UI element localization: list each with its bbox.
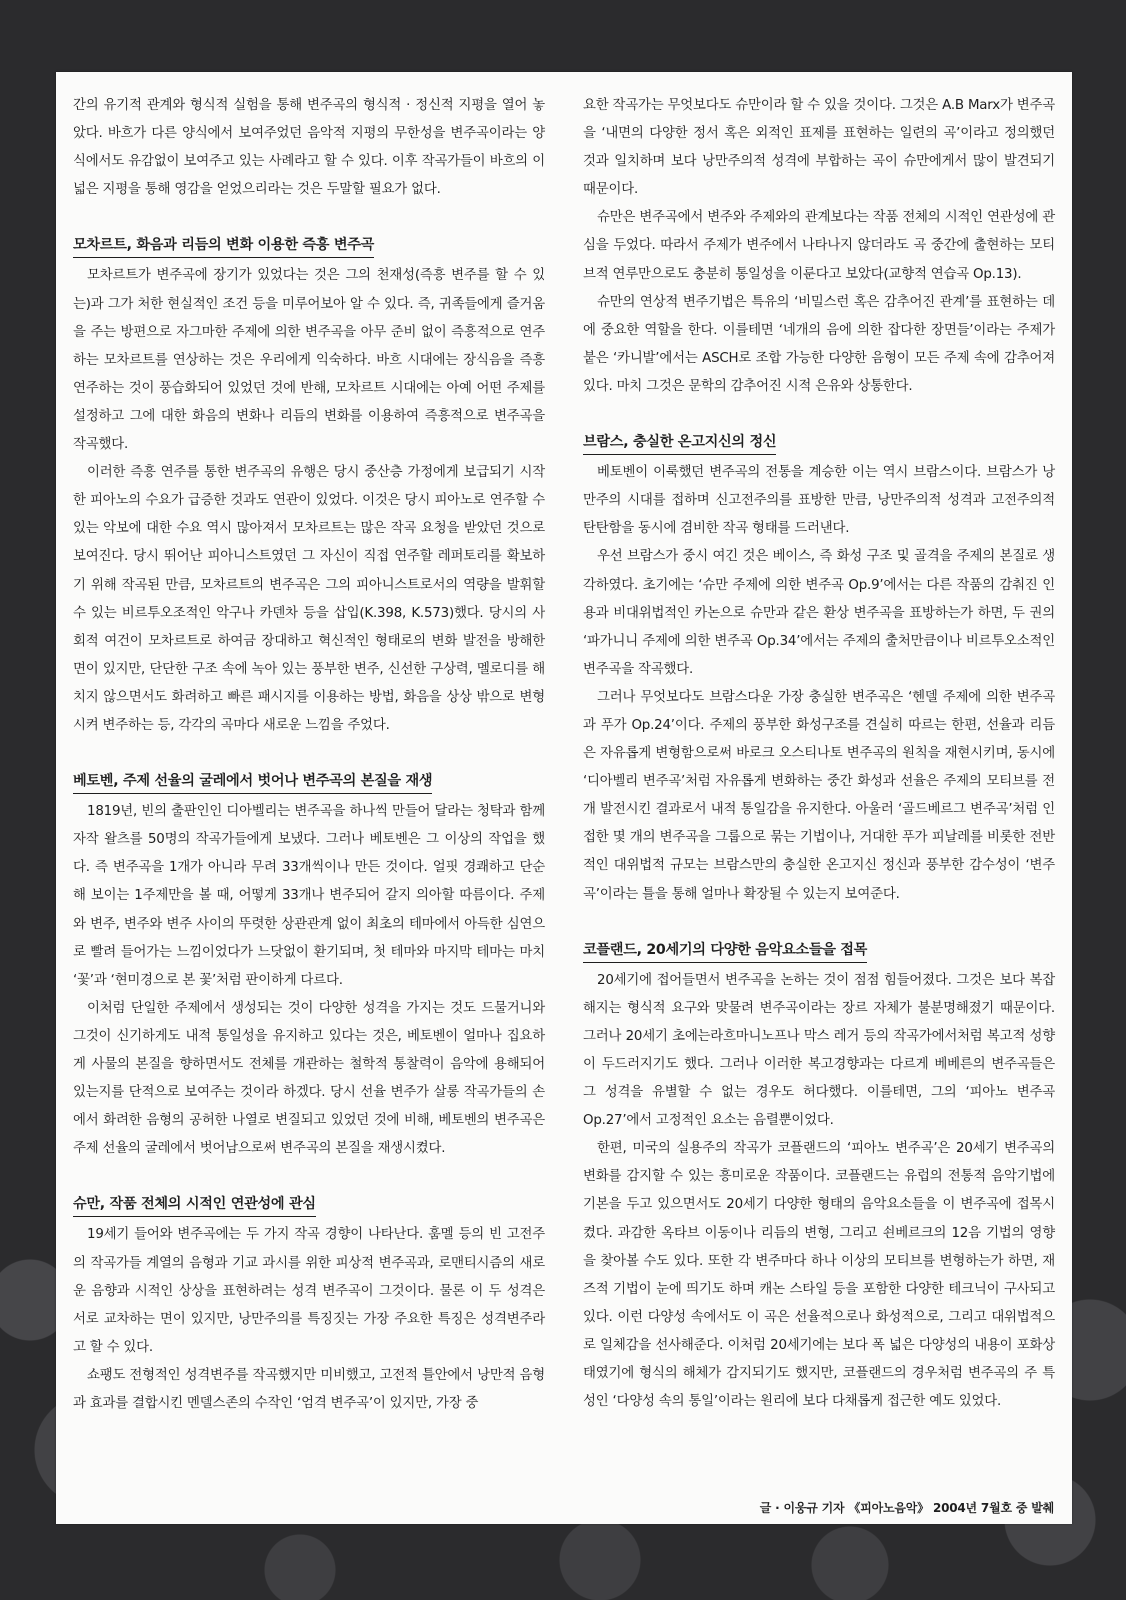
copland-heading: 코플랜드, 20세기의 다양한 음악요소들을 접목: [583, 938, 867, 963]
brahms-section: [583, 429, 1055, 457]
article-credit: 글 · 이웅규 기자 《피아노음악》 2004년 7월호 중 발췌: [759, 1501, 1054, 1515]
mozart-paragraph-1: 모차르트가 변주곡에 장기가 있었다는 것은 그의 천재성(즉흥 변주를 할 수 있는)과 그가 처한 현실적인 조건 등을 미루어보아 알 수 있다. 즉, 귀족들에게 즐거움을 주는 방편으로 자그마한 주제에 의한 변주곡을 아무 준비 없이 즉흥적으로 연주하는 모차르트를 연상하는 것은 우리에게 익숙하다. 바흐 시대에는 장식음을 즉흥 연주하는 것이 풍습화되어 있었던 것에 반해, 모차르트 시대에는 아예 어떤 주제를 설정하고 그에 대한 화음의 변화나 리듬의 변화를 이용하여 즉흥적으로 변주곡을 작곡했다.: [73, 268, 545, 453]
mozart-paragraph-2: 이러한 즉흥 연주를 통한 변주곡의 유행은 당시 중산층 가정에게 보급되기 시작한 피아노의 수요가 급증한 것과도 연관이 있었다. 이것은 당시 피아노로 연주할 수 있는 악보에 대한 수요 역시 많아져서 모차르트는 많은 작곡 요청을 받았던 것으로 보여진다. 당시 뛰어난 피아니스트였던 그 자신이 직접 연주할 레퍼토리를 확보하기 위해 작곡된 만큼, 모차르트의 변주곡은 그의 피아니스트로서의 역량을 발휘할 수 있는 비르투오조적인 악구나 카덴차 등을 삽입(K.398, K.573)했다. 당시의 사회적 여건이 모차르트로 하여금 장대하고 혁신적인 형태로의 변화 발전을 방해한 면이 있지만, 단단한 구조 속에 녹아 있는 풍부한 변주, 신선한 구상력, 멜로디를 해치지 않으면서도 화려하고 빠른 패시지를 이용하는 방법, 화음을 상상 밖으로 변형시켜 변주하는 등, 각각의 곡마다 새로운 느낌을 주었다.: [73, 465, 545, 733]
brahms-paragraph-2: 우선 브람스가 중시 여긴 것은 베이스, 즉 화성 구조 및 골격을 주제의 본질로 생각하였다. 초기에는 ‘슈만 주제에 의한 변주곡 Op.9’에서는 다른 작품의 감춰진 인용과 비대위법적인 카논으로 슈만과 같은 환상 변주곡을 표방하는가 하면, 두 권의 ‘파가니니 주제에 의한 변주곡 Op.34’에서는 주제의 출처만큼이나 비르투오소적인 변주곡을 작곡했다.: [583, 549, 1055, 677]
schumann-paragraph-2: 쇼팽도 전형적인 성격변주를 작곡했지만 미비했고, 고전적 틀안에서 낭만적 음형과 효과를 결합시킨 멘델스존의 수작인 ‘엄격 변주곡’이 있지만, 가장 중: [73, 1367, 545, 1412]
brahms-paragraph-3: 그러나 무엇보다도 브람스다운 가장 충실한 변주곡은 ‘헨델 주제에 의한 변주곡과 푸가 Op.24’이다. 주제의 풍부한 화성구조를 견실히 따르는 한편, 선율과 리듬은 자유롭게 변형함으로써 바로크 오스티나토 변주곡의 원칙을 재현시키며, 동시에 ‘디아벨리 변주곡’처럼 자유롭게 변화하는 중간 화성과 선율은 주제의 모티브를 전개 발전시킨 결과로서 내적 통일감을 유지한다. 아울러 ‘골드베르그 변주곡’처럼 인접한 몇 개의 변주곡을 그룹으로 묶는 기법이나, 거대한 푸가 피날레를 비롯한 전반적인 대위법적 규모는 브람스만의 충실한 온고지신 정신과 풍부한 감수성이 ‘변주곡’이라는 틀을 통해 얼마나 확장될 수 있는지 보여준다.: [583, 689, 1055, 902]
beethoven-paragraph-1: 1819년, 빈의 출판인인 디아벨리는 변주곡을 하나씩 만들어 달라는 청탁과 함께 자작 왈츠를 50명의 작곡가들에게 보냈다. 그러나 베토벤은 그 이상의 작업을 했다. 즉 변주곡을 1개가 아니라 무려 33개씩이나 만든 것이다. 얼핏 경쾌하고 단순해 보이는 1주제만을 볼 때, 어떻게 33개나 변주되어 갈지 의아할 따름이다. 주제와 변주, 변주와 변주 사이의 뚜렷한 상관관계 없이 최초의 테마에서 아득한 심연으로 빨려 들어가는 느낌이었다가 느닷없이 환기되며, 첫 테마와 마지막 테마는 마치 ‘꽃’과 ‘현미경으로 본 꽃’처럼 판이하게 다르다.: [73, 804, 545, 988]
schumann-cont-paragraph-2: 슈만은 변주곡에서 변주와 주제와의 관계보다는 작품 전체의 시적인 연관성에 관심을 두었다. 따라서 주제가 변주에서 나타나지 않더라도 곡 중간에 출현하는 모티브적 연루만으로도 충분히 통일성을 이룬다고 보았다(교향적 연습곡 Op.13).: [583, 210, 1055, 282]
schumann-paragraph-1: 19세기 들어와 변주곡에는 두 가지 작곡 경향이 나타난다. 훔멜 등의 빈 고전주의 작곡가들 계열의 음형과 기교 과시를 위한 피상적 변주곡과, 로맨티시즘의 새로운 음향과 시적인 상상을 표현하려는 성격 변주곡이 그것이다. 물론 이 두 성격은 서로 교차하는 면이 있지만, 낭만주의를 특징짓는 가장 주요한 특징은 성격변주라고 할 수 있다.: [73, 1227, 545, 1355]
mozart-heading: 모차르트, 화음과 리듬의 변화 이용한 즉흥 변주곡: [73, 233, 374, 258]
right-column: [583, 92, 1055, 1416]
copland-paragraph-2: 한편, 미국의 실용주의 작곡가 코플랜드의 ‘피아노 변주곡’은 20세기 변주곡의 변화를 감지할 수 있는 흥미로운 작품이다. 코플랜드는 유럽의 전통적 음악기법에 기본을 두고 있으면서도 20세기 다양한 형태의 음악요소들을 이 변주곡에 접목시켰다. 과감한 옥타브 이동이나 리듬의 변형, 그리고 쇤베르크의 12음 기법의 영향을 찾아볼 수도 있다. 또한 각 변주마다 하나 이상의 모티브를 변형하는가 하면, 재즈적 기법이 눈에 띄기도 하며 캐논 스타일 등을 포함한 다양한 테크닉이 구사되고 있다. 이런 다양성 속에서도 이 곡은 선율적으로나 화성적으로, 그리고 대위법적으로 일체감을 선사해준다. 이처럼 20세기에는 보다 폭 넓은 다양성의 내용이 포화상태였기에 형식의 해체가 감지되기도 했지만, 코플랜드의 경우처럼 변주곡의 주 특성인 ‘다양성 속의 통일’이라는 원리에 보다 다채롭게 접근한 예도 있었다.: [583, 1141, 1055, 1410]
schumann-cont-paragraph-3: 슈만의 연상적 변주기법은 특유의 ‘비밀스런 혹은 감추어진 관계’를 표현하는 데에 중요한 역할을 한다. 이를테면 ‘네개의 음에 의한 잡다한 장면들’이라는 주제가 붙은 ‘카니발’에서는 ASCH로 조합 가능한 다양한 음형이 모든 주제 속에 감추어져 있다. 마치 그것은 문학의 감추어진 시적 은유와 상통한다.: [583, 294, 1055, 394]
schumann-cont-paragraph-1: 요한 작곡가는 무엇보다도 슈만이라 할 수 있을 것이다. 그것은 A.B Marx가 변주곡을 ‘내면의 다양한 정서 혹은 외적인 표제를 표현하는 일련의 곡’이라고 정의했던 것과 일치하며 보다 낭만주의적 성격에 부합하는 곡이 슈만에게서 많이 발견되기 때문이다.: [583, 98, 1055, 198]
brahms-heading: 브람스, 충실한 온고지신의 정신: [583, 430, 776, 455]
beethoven-paragraph-2: 이처럼 단일한 주제에서 생성되는 것이 다양한 성격을 가지는 것도 드물거니와 그것이 신기하게도 내적 통일성을 유지하고 있다는 것은, 베토벤이 얼마나 집요하게 사물의 본질을 향하면서도 전체를 개관하는 철학적 통찰력이 음악에 용해되어 있는지를 단적으로 보여주는 것이라 하겠다. 당시 선율 변주가 살롱 작곡가들의 손에서 화려한 음형의 공허한 나열로 변질되고 있었던 것에 비해, 베토벤의 변주곡은 주제 선율의 굴레에서 벗어남으로써 변주곡의 본질을 재생시켰다.: [73, 1000, 545, 1157]
intro-paragraph: 간의 유기적 관계와 형식적 실험을 통해 변주곡의 형식적 · 정신적 지평을 열어 놓았다. 바흐가 다른 양식에서 보여주었던 음악적 지평의 무한성을 변주곡이라는 양식에서도 유감없이 보여주고 있는 사례라고 할 수 있다. 이후 작곡가들이 바흐의 이 넓은 지평을 통해 영감을 얻었으리라는 것은 두말할 필요가 없다.: [73, 98, 545, 198]
beethoven-section: [73, 768, 545, 796]
left-column: [73, 92, 545, 1418]
brahms-paragraph-1: 베토벤이 이룩했던 변주곡의 전통을 계승한 이는 역시 브람스이다. 브람스가 낭만주의 시대를 접하며 신고전주의를 표방한 만큼, 낭만주의적 성격과 고전주의적 탄탄함을 동시에 겸비한 작곡 형태를 드러낸다.: [583, 465, 1055, 537]
copland-section: [583, 937, 1055, 965]
magazine-page: [56, 72, 1072, 1524]
mozart-section: [73, 232, 545, 260]
schumann-section: [73, 1191, 545, 1219]
beethoven-heading: 베토벤, 주제 선율의 굴레에서 벗어나 변주곡의 본질을 재생: [73, 769, 432, 794]
copland-paragraph-1: 20세기에 접어들면서 변주곡을 논하는 것이 점점 힘들어졌다. 그것은 보다 복잡해지는 형식적 요구와 맞물려 변주곡이라는 장르 자체가 불분명해졌기 때문이다. 그러나 20세기 초에는라흐마니노프나 막스 레거 등의 작곡가에서처럼 복고적 성향이 두드러지기도 했다. 그러나 이러한 복고경향과는 다르게 베베른의 변주곡들은 그 성격을 유별할 수 없는 경우도 허다했다. 이를테면, 그의 ‘피아노 변주곡 Op.27’에서 고정적인 요소는 음렬뿐이었다.: [583, 972, 1055, 1129]
schumann-heading: 슈만, 작품 전체의 시적인 연관성에 관심: [73, 1192, 316, 1217]
